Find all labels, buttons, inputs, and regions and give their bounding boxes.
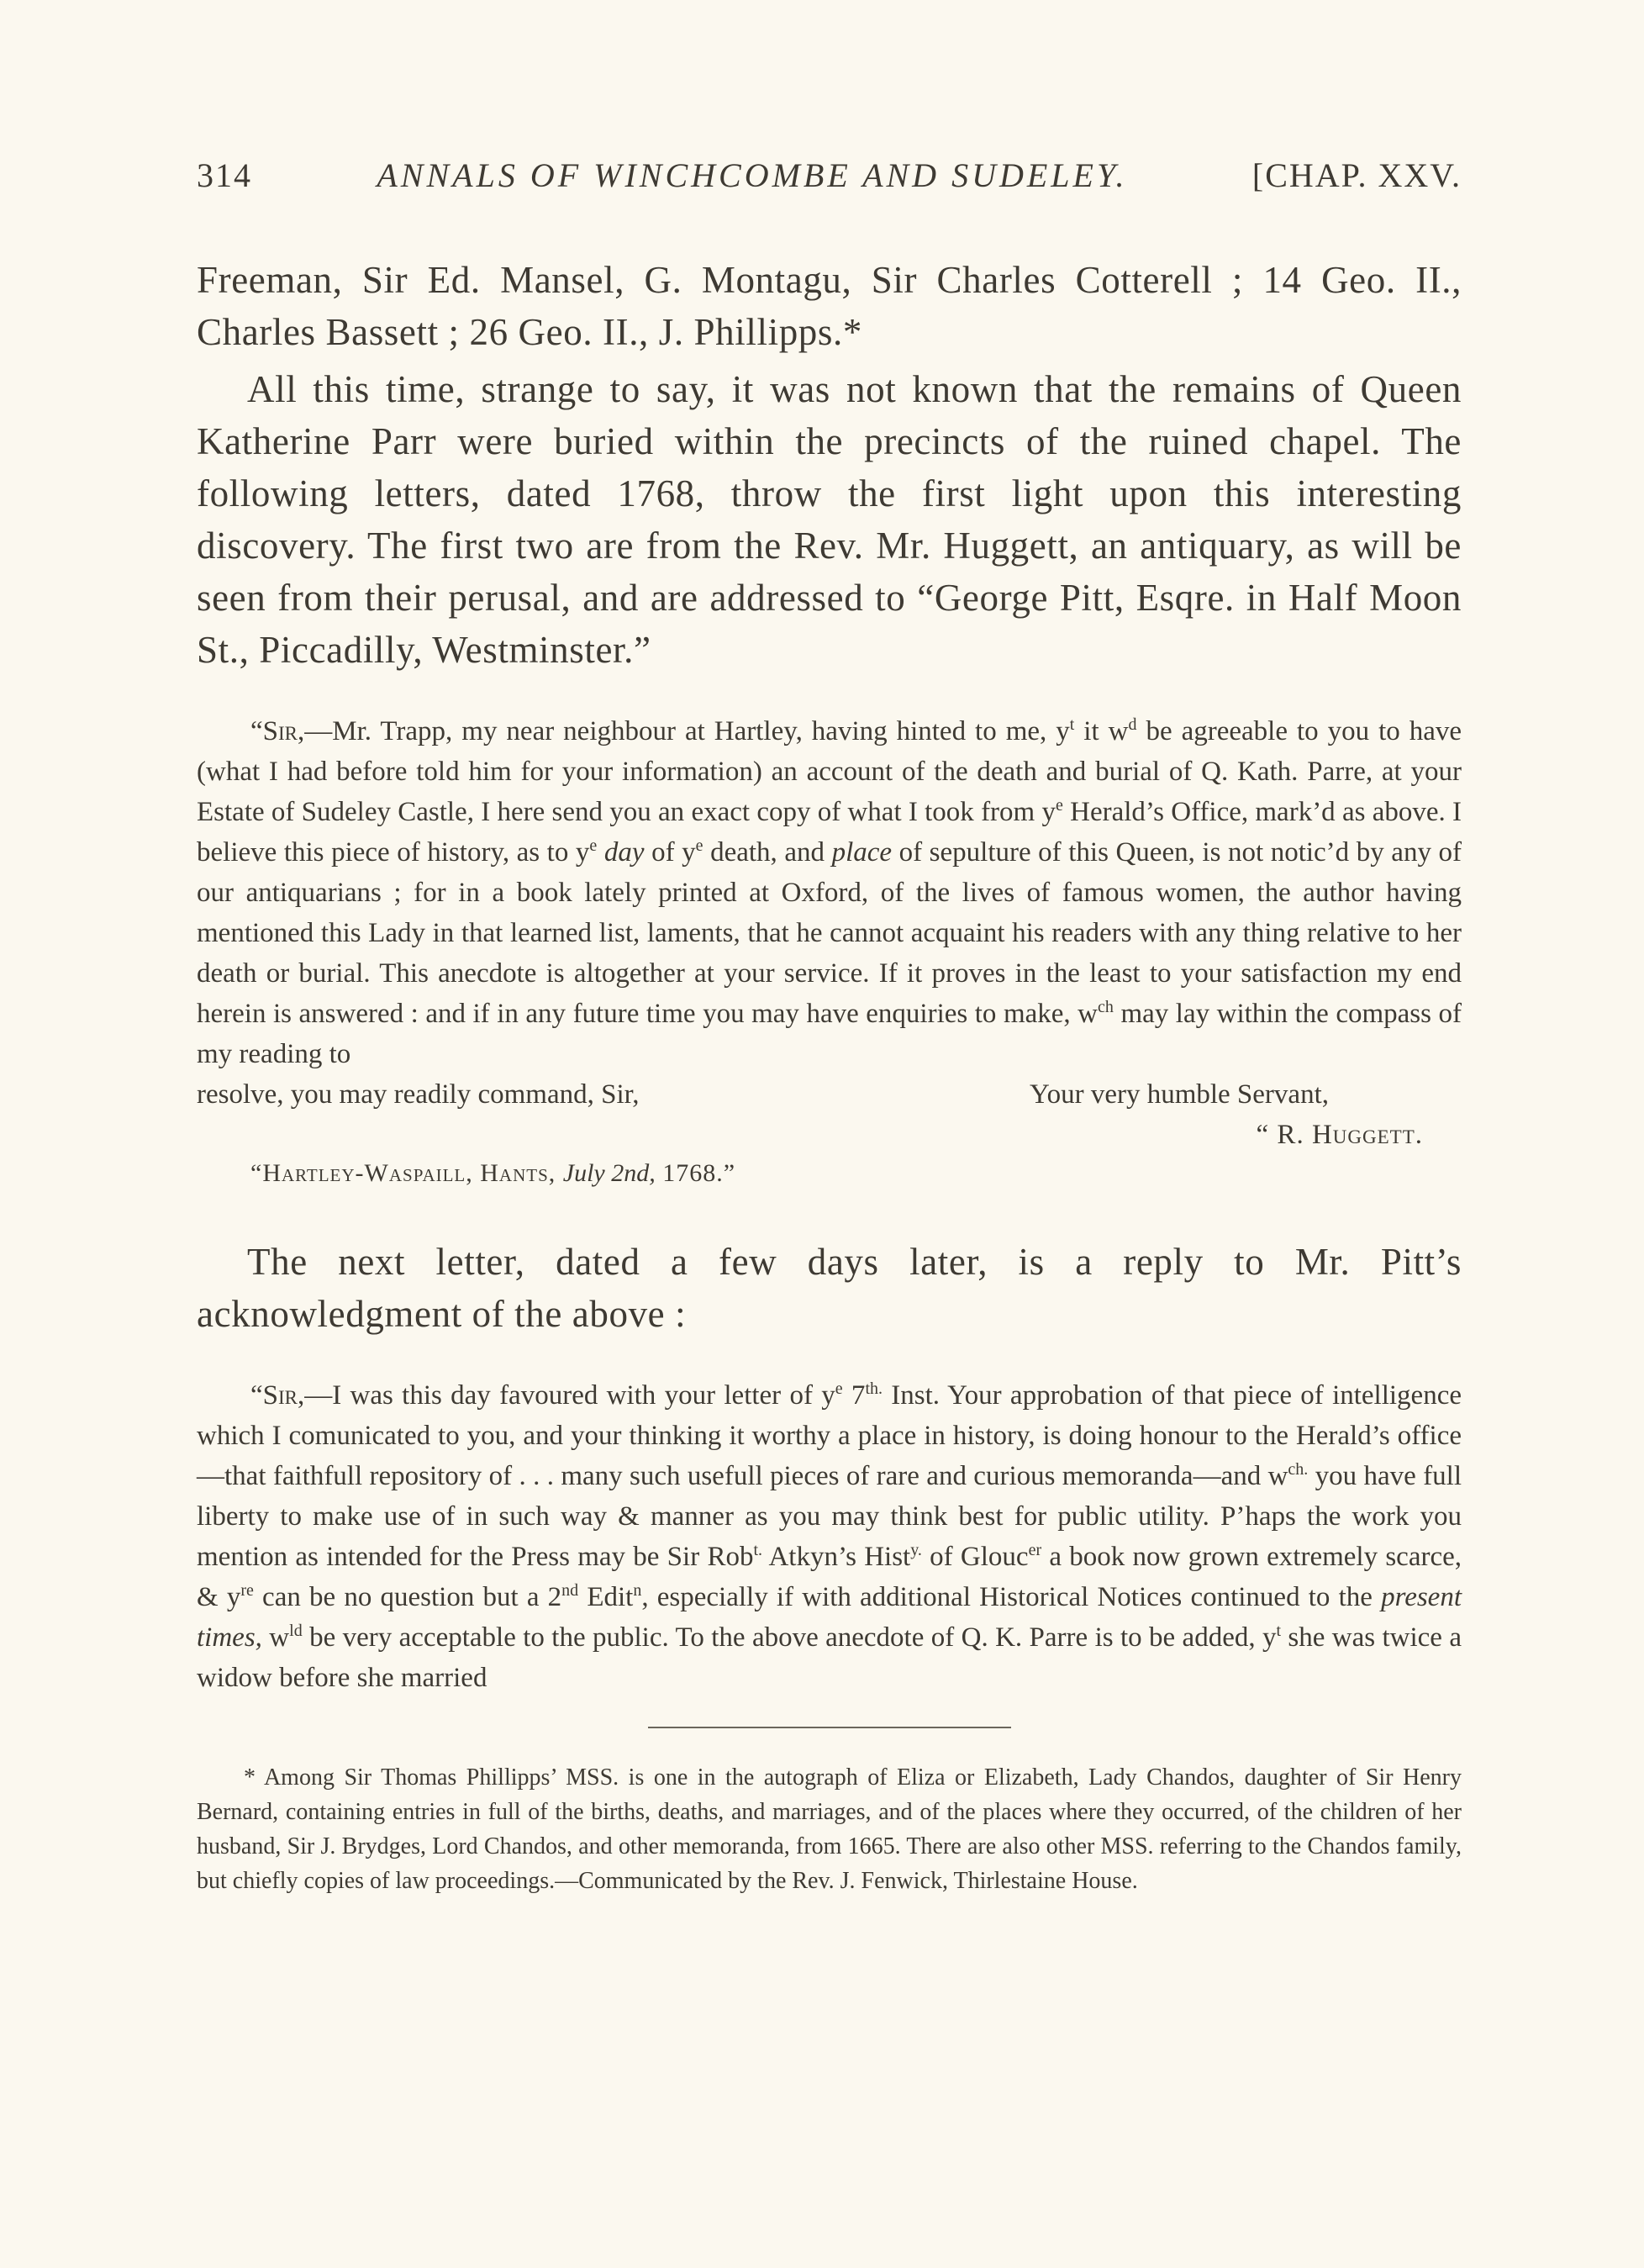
letter-text: Inst. Your approbation of that piece of intelligence which I comunicated to you, and your thinking it worthy a place in history, is doing honour to the Herald’s office—that faithfull repository of . . . many such usefull pieces of rare and curious memoranda—and w [197, 1380, 1462, 1491]
dateline-year: 1768.” [655, 1159, 736, 1187]
letter-text: of Glouc [921, 1542, 1029, 1572]
superscript: er [1028, 1541, 1042, 1559]
letter-text: —Mr. Trapp, my near neighbour at Hartley, having hinted to me, y [304, 716, 1070, 746]
superscript: re [240, 1581, 254, 1600]
running-head [197, 156, 1462, 195]
page-number: 314 [197, 156, 252, 194]
letter-servant: Your very humble Servant, [1030, 1079, 1329, 1110]
letter-huggett [197, 711, 1462, 1192]
letter-dateline [197, 1155, 1462, 1192]
letter-text: Edit [578, 1582, 634, 1612]
letter-text: it w [1074, 716, 1129, 746]
superscript: t. [753, 1541, 763, 1559]
superscript: y. [910, 1541, 922, 1559]
letter-text: death, and [703, 837, 832, 868]
letter-text: , especially if with additional Historical Notices continued to the [641, 1582, 1382, 1612]
paragraph-discovery: All this time, strange to say, it was not known that the remains of Queen Katherine Parr were buried within the precincts of the ruined chapel. The following letters, dated 1768, throw the first light upon this interesting discovery. The first two are from the Rev. Mr. Huggett, an antiquary, as will be seen from their perusal, and are addressed to “George Pitt, Esqre. in Half Moon St., Piccadilly, Westminster.” [197, 368, 1462, 671]
footnote-text: * Among Sir Thomas Phillipps’ MSS. is one in the autograph of Eliza or Elizabeth, Lady Chandos, daughter of Sir Henry Bernard, containing entries in full of the births, deaths, and marriages, and of the places where they occurred, of the children of her husband, Sir J. Brydges, Lord Chandos, and other memoranda, from 1665. There are also other MSS. referring to the Chandos family, but chiefly copies of law proceedings.—Communicated by the Rev. J. Fenwick, Thirlestaine House. [197, 1764, 1462, 1894]
footnote [197, 1760, 1462, 1898]
superscript: t [1069, 715, 1075, 734]
letter-quote-open: “ [250, 1380, 263, 1411]
letter-text: she was twice a widow before she married [197, 1622, 1462, 1693]
letter-text: w [261, 1622, 290, 1653]
italic-text: day [603, 837, 645, 868]
dateline-date: July 2nd, [562, 1159, 656, 1187]
letter-text: —I was this day favoured with your letter of y [304, 1380, 835, 1411]
letter-text: be agreeable to you to have (what I had before told him for your information) an account of the death and burial of Q. Kath. Parre, at your Estate of Sudeley Castle, I here send you an exact copy of what I took from y [197, 716, 1462, 827]
superscript: d [1128, 715, 1137, 734]
paragraph-continuation: Freeman, Sir Ed. Mansel, G. Montagu, Sir Charles Cotterell ; 14 Geo. II., Charles Bassett ; 26 Geo. II., J. Phillipps.* [197, 259, 1462, 353]
letter-closing: resolve, you may readily command, Sir, [197, 1079, 640, 1110]
superscript: e [589, 836, 598, 855]
letter-signature: “ R. Huggett. [1256, 1120, 1423, 1150]
letter-reply-body [197, 1375, 1462, 1698]
footnote-divider [648, 1727, 1011, 1728]
superscript: th. [865, 1379, 883, 1398]
letter-huggett-body [197, 711, 1462, 1074]
letter-text: of sepulture of this Queen, is not notic’d by any of our antiquarians ; for in a book lately printed at Oxford, of the lives of famous women, the author having mentioned this Lady in that learned list, laments, that he cannot acquaint his readers with any thing relative to her death or burial. This anecdote is altogether at your service. If it proves in the least to your satisfaction my end herein is answered : and if in any future time you may have enquiries to make, w [197, 837, 1462, 1029]
letter-salutation: Sir, [262, 716, 305, 746]
chapter-label: [CHAP. XXV. [1251, 156, 1462, 194]
superscript: ch. [1288, 1460, 1309, 1479]
superscript: e [835, 1379, 843, 1398]
superscript: ch [1098, 998, 1114, 1016]
paragraph-reply-intro: The next letter, dated a few days later, is a reply to Mr. Pitt’s acknowledgment of the above : [197, 1241, 1462, 1335]
letter-text: 7 [842, 1380, 866, 1411]
letter-text: of y [644, 837, 696, 868]
superscript: ld [289, 1622, 303, 1640]
superscript: t [1276, 1622, 1282, 1640]
letter-text: Herald’s Office, mark’d as above. I believe this piece of history, as to y [197, 797, 1462, 868]
letter-text: be very acceptable to the public. To the above anecdote of Q. K. Parre is to be added, y [302, 1622, 1277, 1653]
running-title: ANNALS OF WINCHCOMBE AND SUDELEY. [377, 156, 1128, 194]
italic-text: present times, [197, 1582, 1462, 1653]
superscript: e [695, 836, 703, 855]
letter-closing-row [197, 1074, 1462, 1115]
letter-text: can be no question but a 2 [253, 1582, 562, 1612]
italic-text: place [831, 837, 893, 868]
superscript: e [1055, 796, 1063, 815]
letter-text: a book now grown extremely scarce, & y [197, 1542, 1462, 1612]
letter-salutation: Sir, [262, 1380, 305, 1411]
letter-quote-open: “ [250, 716, 263, 746]
letter-reply [197, 1375, 1462, 1698]
letter-text: may lay within the compass of my reading to [197, 999, 1462, 1069]
letter-text: Atkyn’s Hist [762, 1542, 911, 1572]
book-page [197, 156, 1462, 1898]
dateline-place: “Hartley-Waspaill, Hants, [250, 1159, 563, 1187]
superscript: nd [561, 1581, 579, 1600]
letter-text: you have full liberty to make use of in such way & manner as you may think best for public utility. P’haps the work you mention as intended for the Press may be Sir Rob [197, 1461, 1462, 1572]
superscript: n [633, 1581, 642, 1600]
